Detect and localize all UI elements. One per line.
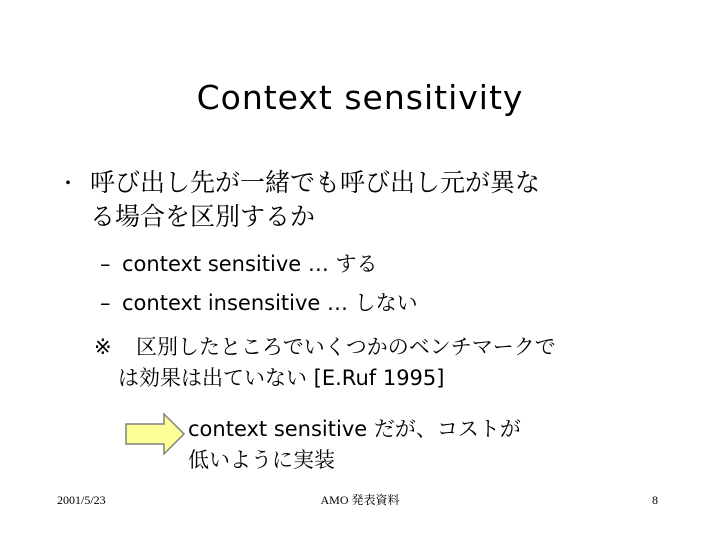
footer-page-number: 8 bbox=[652, 493, 658, 507]
sub-bullet-context-sensitive: context sensitive … する bbox=[122, 252, 378, 276]
main-bullet-line2: る場合を区別するか bbox=[90, 202, 316, 231]
footer-date: 2001/5/23 bbox=[57, 493, 106, 507]
note-line1: 区別したところでいくつかのベンチマークで bbox=[136, 335, 556, 359]
footer-title: AMO 発表資料 bbox=[320, 493, 400, 507]
main-bullet bbox=[90, 166, 650, 234]
conclusion-line2: 低いように実装 bbox=[188, 448, 335, 472]
main-bullet-line1: 呼び出し先が一緒でも呼び出し元が異な bbox=[90, 168, 541, 197]
note-text bbox=[118, 332, 658, 394]
sub-bullet-context-insensitive: context insensitive … しない bbox=[122, 291, 418, 315]
sub-bullet-marker-1: – bbox=[100, 252, 111, 276]
sub-bullet-marker-2: – bbox=[100, 291, 111, 315]
slide-title: Context sensitivity bbox=[196, 78, 524, 117]
bullet-marker: ・ bbox=[58, 171, 78, 195]
conclusion-line1: context sensitive だが、コストが bbox=[188, 417, 521, 441]
conclusion-text bbox=[188, 414, 608, 476]
right-arrow-icon bbox=[124, 412, 186, 456]
note-line2: は効果は出ていない [E.Ruf 1995] bbox=[118, 366, 445, 390]
note-marker: ※ bbox=[94, 335, 112, 359]
